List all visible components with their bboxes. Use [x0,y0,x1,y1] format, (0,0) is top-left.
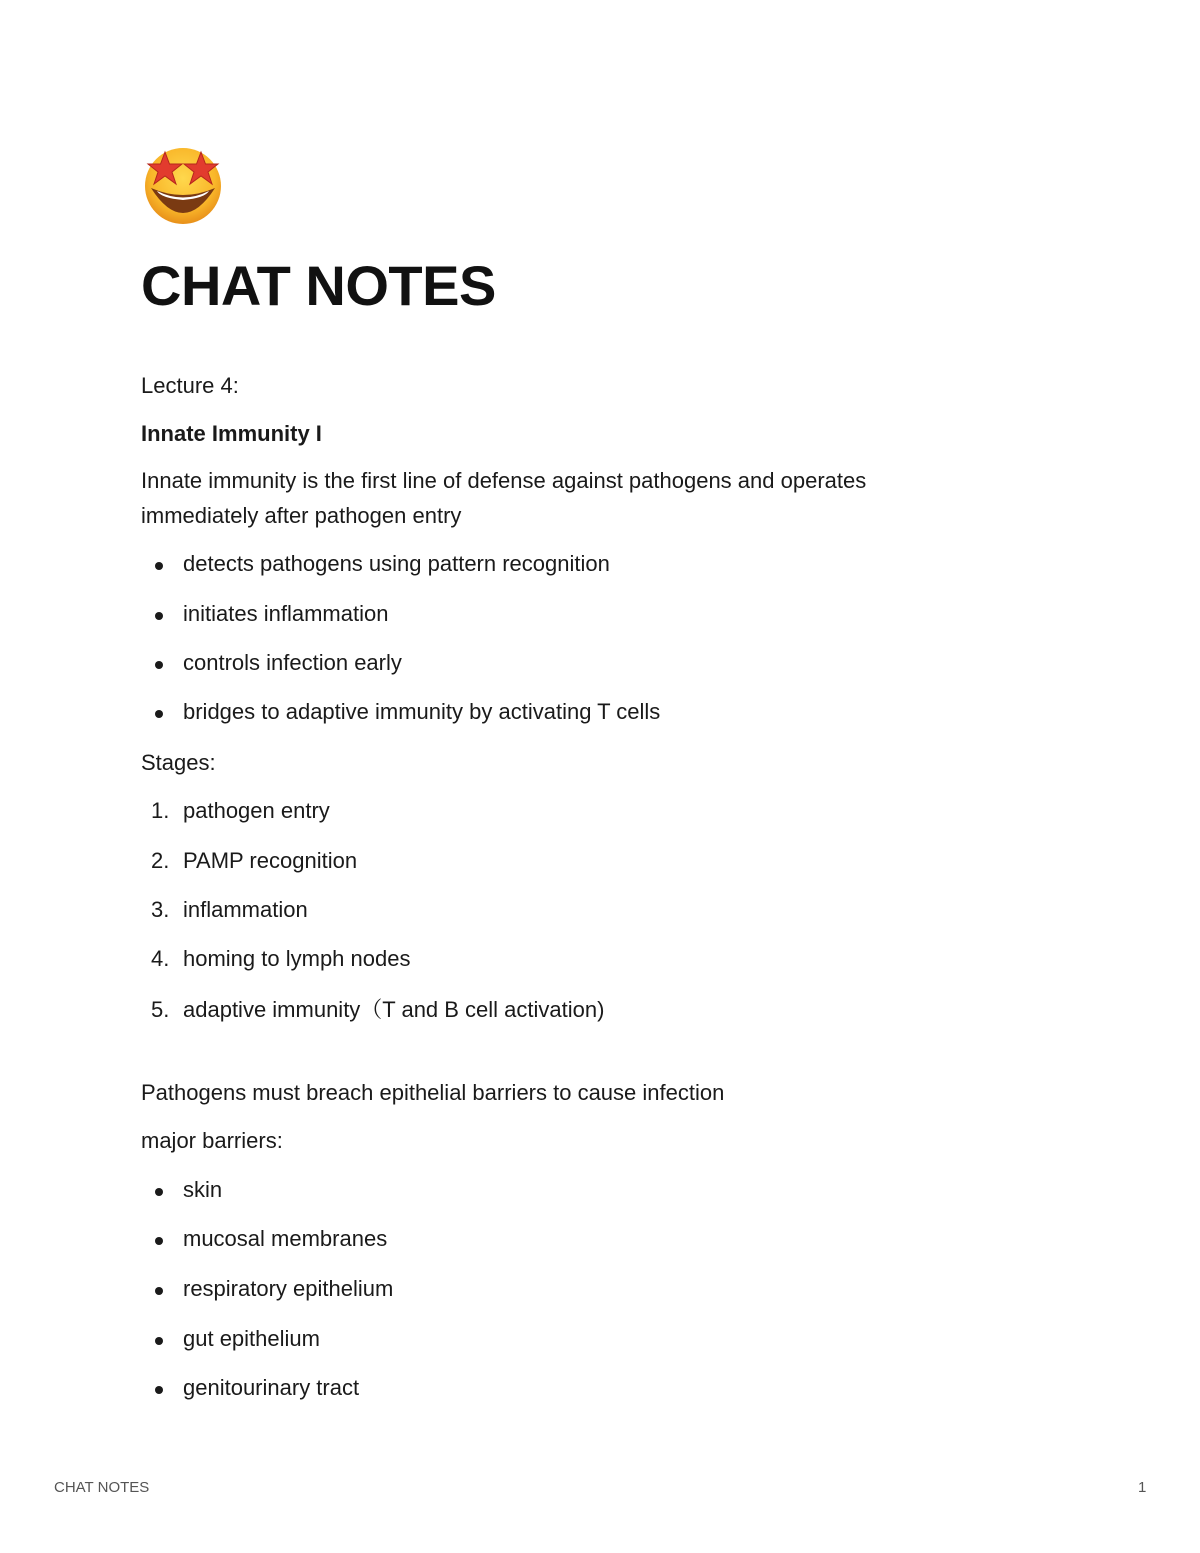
list-item-text: mucosal membranes [183,1226,388,1251]
bullet-icon [155,562,163,570]
item-number: 3. [151,897,170,922]
bullet-icon [155,1287,163,1295]
intro-text-line-1: Innate immunity is the first line of defense against pathogens and operates [141,468,867,493]
list-item-text: gut epithelium [183,1326,320,1351]
list-item-text: initiates inflammation [183,601,389,626]
list-item-text: controls infection early [183,650,402,675]
item-text: homing to lymph nodes [183,946,411,971]
barriers-label: major barriers: [141,1128,283,1153]
item-number: 4. [151,946,170,971]
stages-label: Stages: [141,750,216,775]
item-text: adaptive immunity（T and B cell activation) [183,997,605,1022]
page-title: CHAT NOTES [141,254,496,317]
list-item-text: genitourinary tract [183,1375,360,1400]
bullet-icon [155,1337,163,1345]
list-item-text: bridges to adaptive immunity by activating T cells [183,699,661,724]
item-text: inflammation [183,897,308,922]
bullet-icon [155,1188,163,1196]
star-struck-face-icon [141,142,225,226]
barrier-statement: Pathogens must breach epithelial barriers to cause infection [141,1080,725,1105]
intro-text-line-2: immediately after pathogen entry [141,503,462,528]
bullet-icon [155,1237,163,1245]
bullet-icon [155,710,163,718]
list-item-text: skin [183,1177,223,1202]
item-text: PAMP recognition [183,848,358,873]
bullet-icon [155,612,163,620]
bullet-icon [155,661,163,669]
footer-doc-name: CHAT NOTES [54,1479,150,1496]
item-number: 2. [151,848,170,873]
list-item-text: respiratory epithelium [183,1276,394,1301]
item-number: 5. [151,997,170,1022]
footer-page-number: 1 [1138,1479,1147,1496]
list-item-text: detects pathogens using pattern recognition [183,551,610,576]
bullet-icon [155,1386,163,1394]
section-heading: Innate Immunity I [141,421,322,446]
item-number: 1. [151,798,170,823]
item-text: pathogen entry [183,798,330,823]
lecture-label: Lecture 4: [141,373,239,398]
